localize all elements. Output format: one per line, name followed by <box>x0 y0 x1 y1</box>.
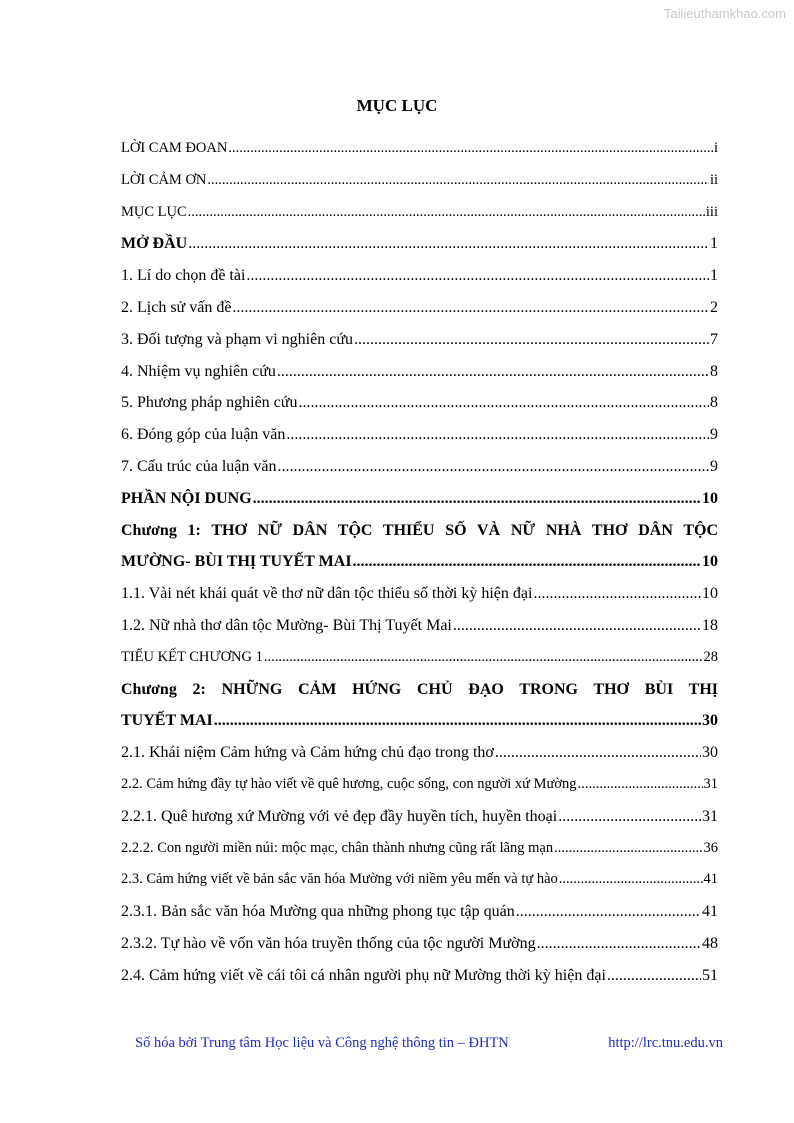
toc-row <box>121 490 718 522</box>
toc-row <box>121 172 718 204</box>
toc-entry-text: 2.1. Khái niệm Cảm hứng và Cảm hứng chủ đạo trong thơ <box>121 744 494 762</box>
toc-entry-text: TUYẾT MAI <box>121 712 213 730</box>
toc-row-chapter-heading <box>121 522 718 554</box>
toc-row-chapter-heading <box>121 681 718 713</box>
toc-entry-text: LỜI CAM ĐOAN <box>121 140 228 156</box>
toc-row <box>121 617 718 649</box>
toc-row <box>121 903 718 935</box>
toc-page-number: 1 <box>710 235 718 253</box>
toc-row <box>121 744 718 776</box>
toc-page-number: 8 <box>710 362 718 380</box>
toc-entry-text: 2. Lịch sử vấn đề <box>121 298 232 316</box>
toc-row <box>121 935 718 967</box>
toc-row <box>121 331 718 363</box>
toc-row <box>121 649 718 681</box>
toc-entry-text: 1. Lí do chọn đề tài <box>121 267 246 285</box>
toc-entry-text: Chương 1: THƠ NỮ DÂN TỘC THIỂU SỐ VÀ NỮ NHÀ THƠ DÂN TỘC <box>121 521 718 539</box>
toc-row <box>121 776 718 808</box>
toc-row <box>121 458 718 490</box>
toc-page-number: 10 <box>702 553 718 571</box>
toc-row <box>121 299 718 331</box>
toc-entry-text: 2.4. Cảm hứng viết về cái tôi cá nhân người phụ nữ Mường thời kỳ hiện đại <box>121 966 606 984</box>
toc-page-number: 28 <box>703 648 718 665</box>
toc-entry-text: MƯỜNG- BÙI THỊ TUYẾT MAI <box>121 553 352 571</box>
watermark-text: Tailieuthamkhao.com <box>663 6 786 21</box>
toc-page-number: i <box>713 140 718 156</box>
toc-page-number: 48 <box>702 934 718 952</box>
toc-page-number: 18 <box>702 616 718 634</box>
toc-row <box>121 871 718 903</box>
toc-entry-text: Chương 2: NHỮNG CẢM HỨNG CHỦ ĐẠO TRONG THƠ BÙI THỊ <box>121 680 718 698</box>
page-title: MỤC LỤC <box>356 96 438 115</box>
toc-entry-text: 3. Đối tượng và phạm vi nghiên cứu <box>121 330 353 348</box>
toc-row <box>121 967 718 999</box>
toc-page-number: 41 <box>703 871 718 888</box>
toc-row <box>121 585 718 617</box>
toc-entry-text: TIỂU KẾT CHƯƠNG 1 <box>121 648 263 665</box>
toc-entry-text: 6. Đóng góp của luận văn <box>121 426 286 444</box>
toc-entry-text: 5. Phương pháp nghiên cứu <box>121 394 298 412</box>
toc-entry-text: 2.2.2. Con người miền núi: mộc mạc, chân thành nhưng cũng rất lãng mạn <box>121 839 554 856</box>
toc-row <box>121 140 718 172</box>
toc-entry-text: 1.1. Vài nét khái quát về thơ nữ dân tộc thiểu số thời kỳ hiện đại <box>121 585 533 603</box>
toc-entry-text: 2.3.1. Bản sắc văn hóa Mường qua những phong tục tập quán <box>121 903 515 921</box>
toc-page-number: 2 <box>710 298 718 316</box>
toc-entry-text: 2.3. Cảm hứng viết về bản sắc văn hóa Mường với niềm yêu mến và tự hào <box>121 871 558 888</box>
toc-row <box>121 840 718 872</box>
toc-entry-text: LỜI CẢM ƠN <box>121 171 207 188</box>
toc-entry-text: PHẦN NỘI DUNG <box>121 489 252 507</box>
toc-page-number: 8 <box>710 394 718 412</box>
toc-row <box>121 712 718 744</box>
toc-row <box>121 267 718 299</box>
toc-page-number: 36 <box>703 839 718 856</box>
toc-row <box>121 394 718 426</box>
footer-url[interactable]: http://lrc.tnu.edu.vn <box>608 1035 723 1051</box>
toc-page-number: 1 <box>710 267 718 285</box>
toc-row <box>121 204 718 236</box>
toc-row <box>121 235 718 267</box>
toc-entry-text: 7. Cấu trúc của luận văn <box>121 457 277 475</box>
toc-page-number: 31 <box>702 807 718 825</box>
toc-page-number: 51 <box>702 966 718 984</box>
toc-page-number: 10 <box>702 489 718 507</box>
toc-page-number: 30 <box>702 744 718 762</box>
toc-entry-text: 2.2.1. Quê hương xứ Mường với vẻ đẹp đầy huyền tích, huyền thoại <box>121 807 558 825</box>
page-footer <box>135 1035 723 1052</box>
toc-row <box>121 426 718 458</box>
toc-row <box>121 363 718 395</box>
toc-page-number: 31 <box>703 775 718 792</box>
toc-entry-text: MỤC LỤC <box>121 203 187 220</box>
toc-row <box>121 808 718 840</box>
toc-entry-text: 2.2. Cảm hứng đầy tự hào viết về quê hương, cuộc sống, con người xứ Mường <box>121 775 577 792</box>
toc-page-number: 9 <box>710 426 718 444</box>
toc-entry-text: MỞ ĐẦU <box>121 235 188 253</box>
toc-page-number: 9 <box>710 457 718 475</box>
footer-credit: Số hóa bởi Trung tâm Học liệu và Công nghệ thông tin – ĐHTN <box>135 1035 509 1051</box>
table-of-contents <box>121 140 718 999</box>
toc-page-number: 7 <box>710 330 718 348</box>
toc-page-number: 41 <box>702 903 718 921</box>
toc-page-number: 10 <box>702 585 718 603</box>
toc-entry-text: 2.3.2. Tự hào về vốn văn hóa truyền thống của tộc người Mường <box>121 934 536 952</box>
toc-row <box>121 553 718 585</box>
toc-entry-text: 4. Nhiệm vụ nghiên cứu <box>121 362 276 380</box>
toc-page-number: 30 <box>702 712 718 730</box>
toc-page-number: iii <box>705 203 718 220</box>
toc-entry-text: 1.2. Nữ nhà thơ dân tộc Mường- Bùi Thị Tuyết Mai <box>121 616 452 634</box>
toc-page-number: ii <box>709 171 718 188</box>
